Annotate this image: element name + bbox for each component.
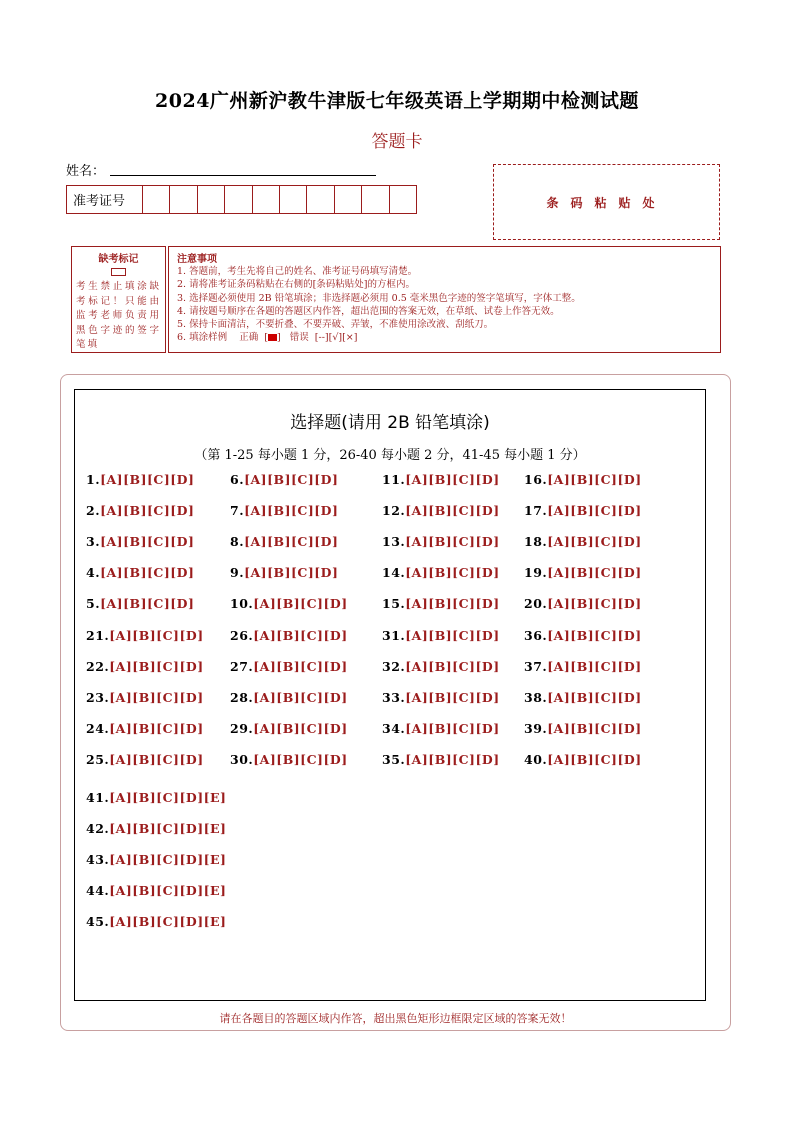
question-7[interactable] xyxy=(230,503,338,518)
answer-options[interactable]: [A][B][C][D] xyxy=(244,503,339,519)
question-number: 34. xyxy=(382,720,406,736)
fill-sample-wrong-label: 错误 xyxy=(289,332,309,344)
barcode-label: 条码粘贴处 xyxy=(546,195,667,210)
answer-options[interactable]: [A][B][C][D] xyxy=(244,565,339,581)
question-number: 13. xyxy=(382,534,406,550)
answer-options[interactable]: [A][B][C][D] xyxy=(547,503,642,519)
question-43[interactable] xyxy=(86,852,226,867)
question-42[interactable] xyxy=(86,821,226,836)
question-15[interactable] xyxy=(382,596,500,611)
answer-options[interactable]: [A][B][C][D] xyxy=(405,596,500,612)
question-number: 29. xyxy=(230,720,254,736)
question-number: 8. xyxy=(230,534,245,550)
question-16[interactable] xyxy=(524,472,642,487)
question-number: 17. xyxy=(524,503,548,519)
question-38[interactable] xyxy=(524,690,642,705)
answer-options[interactable]: [A][B][C][D] xyxy=(253,627,348,643)
answer-options[interactable]: [A][B][C][D] xyxy=(253,751,348,767)
question-number: 1. xyxy=(86,472,101,487)
question-25[interactable] xyxy=(86,752,204,767)
question-30[interactable] xyxy=(230,752,348,767)
absent-mark-note: 考生禁止填涂缺考标记！只能由监考老师负责用黑色字迹的签字笔填 xyxy=(76,281,161,350)
question-number: 35. xyxy=(382,751,406,767)
fill-sample-wrong-marks: [--][√][×] xyxy=(314,332,358,344)
question-number: 15. xyxy=(382,596,406,612)
exam-number-digit-box[interactable] xyxy=(279,186,306,213)
question-number: 22. xyxy=(86,658,110,674)
question-number: 3. xyxy=(86,534,101,550)
name-label: 姓名： xyxy=(66,164,106,179)
question-22[interactable] xyxy=(86,659,204,674)
fill-sample-prefix: 6. 填涂样例 xyxy=(177,332,228,344)
answer-options[interactable]: [A][B][C][D] xyxy=(109,689,204,705)
answer-options[interactable]: [A][B][C][D] xyxy=(405,751,500,767)
question-5[interactable] xyxy=(86,596,194,611)
notice-title: 注意事项 xyxy=(177,254,217,265)
exam-number-digit-box[interactable] xyxy=(334,186,361,213)
question-number: 28. xyxy=(230,689,254,705)
page-title: 2024广州新沪教牛津版七年级英语上学期期中检测试题 xyxy=(155,90,639,112)
question-number: 4. xyxy=(86,565,101,581)
question-number: 24. xyxy=(86,720,110,736)
question-34[interactable] xyxy=(382,721,500,736)
question-number: 31. xyxy=(382,627,406,643)
question-44[interactable] xyxy=(86,883,226,898)
answer-options[interactable]: [A][B][C][D] xyxy=(405,627,500,643)
absent-mark-checkbox[interactable] xyxy=(111,268,126,276)
answer-options[interactable]: [A][B][C][D] xyxy=(109,751,204,767)
exam-number-digit-box[interactable] xyxy=(389,186,416,213)
answer-options[interactable]: [A][B][C][D] xyxy=(244,534,339,550)
answer-options[interactable]: [A][B][C][D] xyxy=(547,658,642,674)
notice-item: 2. 请将准考证条码粘贴在右侧的[条码粘贴处]的方框内。 xyxy=(177,279,415,291)
answer-options[interactable]: [A][B][C][D] xyxy=(100,596,195,612)
mc-scoring-note: （第 1-25 每小题 1 分，26-40 每小题 2 分，41-45 每小题 1 分） xyxy=(194,448,586,463)
question-number: 7. xyxy=(230,503,245,519)
question-number: 2. xyxy=(86,503,101,519)
question-41[interactable] xyxy=(86,790,226,805)
question-2[interactable] xyxy=(86,503,194,518)
question-11[interactable] xyxy=(382,472,500,487)
exam-number-row xyxy=(66,185,417,214)
question-28[interactable] xyxy=(230,690,348,705)
question-number: 6. xyxy=(230,472,245,487)
answer-options[interactable]: [A][B][C][D] xyxy=(405,720,500,736)
notice-item: 3. 选择题必须使用 2B 铅笔填涂；非选择题必须用 0.5 毫米黑色字迹的签字笔填写，字体工整。 xyxy=(177,292,581,304)
question-number: 12. xyxy=(382,503,406,519)
answer-options[interactable]: [A][B][C][D] xyxy=(405,503,500,519)
answer-options[interactable]: [A][B][C][D] xyxy=(405,689,500,705)
mc-section-title: 选择题(请用 2B 铅笔填涂) xyxy=(290,413,490,433)
exam-number-digit-box[interactable] xyxy=(361,186,388,213)
question-24[interactable] xyxy=(86,721,204,736)
answer-options[interactable]: [A][B][C][D] xyxy=(109,658,204,674)
answer-options[interactable]: [A][B][C][D] xyxy=(547,565,642,581)
question-10[interactable] xyxy=(230,596,348,611)
answer-options[interactable]: [A][B][C][D][E] xyxy=(109,852,227,867)
exam-number-digit-box[interactable] xyxy=(197,186,224,213)
question-number: 16. xyxy=(524,472,548,487)
question-32[interactable] xyxy=(382,659,500,674)
question-1[interactable] xyxy=(86,472,194,487)
question-number: 30. xyxy=(230,751,254,767)
question-40[interactable] xyxy=(524,752,642,767)
notice-item: 4. 请按题号顺序在各题的答题区内作答，超出范围的答案无效，在草纸、试卷上作答无效。 xyxy=(177,305,560,317)
exam-number-digit-box[interactable] xyxy=(142,186,169,213)
answer-options[interactable]: [A][B][C][D] xyxy=(405,534,500,550)
question-number: 37. xyxy=(524,658,548,674)
question-number: 10. xyxy=(230,596,254,612)
question-number: 33. xyxy=(382,689,406,705)
answer-options[interactable]: [A][B][C][D] xyxy=(547,751,642,767)
question-6[interactable] xyxy=(230,472,338,487)
question-number: 45. xyxy=(86,914,110,929)
question-number: 14. xyxy=(382,565,406,581)
answer-options[interactable]: [A][B][C][D] xyxy=(405,472,500,487)
question-number: 25. xyxy=(86,751,110,767)
name-field[interactable] xyxy=(110,175,376,176)
answer-options[interactable]: [A][B][C][D] xyxy=(253,658,348,674)
question-45[interactable] xyxy=(86,914,226,929)
question-4[interactable] xyxy=(86,565,194,580)
question-14[interactable] xyxy=(382,565,500,580)
answer-options[interactable]: [A][B][C][D][E] xyxy=(109,914,227,929)
question-18[interactable] xyxy=(524,534,642,549)
answer-options[interactable]: [A][B][C][D] xyxy=(109,627,204,643)
question-12[interactable] xyxy=(382,503,500,518)
answer-options[interactable]: [A][B][C][D] xyxy=(253,689,348,705)
question-33[interactable] xyxy=(382,690,500,705)
filled-mark-icon xyxy=(268,334,277,341)
answer-options[interactable]: [A][B][C][D][E] xyxy=(109,883,227,898)
answer-options[interactable]: [A][B][C][D] xyxy=(405,658,500,674)
answer-options[interactable]: [A][B][C][D] xyxy=(405,565,500,581)
notice-fill-sample: 6. 填涂样例 正确 [ ] 错误 [--][√][×] xyxy=(177,332,358,344)
question-number: 5. xyxy=(86,596,101,612)
question-number: 40. xyxy=(524,751,548,767)
notice-item: 1. 答题前，考生先将自己的姓名、准考证号码填写清楚。 xyxy=(177,266,418,277)
answer-options[interactable]: [A][B][C][D] xyxy=(109,720,204,736)
notice-box xyxy=(168,246,721,353)
answer-options[interactable]: [A][B][C][D] xyxy=(100,472,195,487)
question-39[interactable] xyxy=(524,721,642,736)
question-number: 19. xyxy=(524,565,548,581)
exam-number-digit-box[interactable] xyxy=(306,186,333,213)
question-29[interactable] xyxy=(230,721,348,736)
absent-mark-title: 缺考标记 xyxy=(98,254,139,265)
question-21[interactable] xyxy=(86,628,204,643)
question-number: 23. xyxy=(86,689,110,705)
answer-options[interactable]: [A][B][C][D] xyxy=(547,596,642,612)
answer-sheet-subtitle: 答题卡 xyxy=(371,132,423,152)
question-number: 32. xyxy=(382,658,406,674)
fill-sample-correct-label: 正确 xyxy=(239,332,259,344)
answer-options[interactable]: [A][B][C][D] xyxy=(547,534,642,550)
question-19[interactable] xyxy=(524,565,642,580)
question-35[interactable] xyxy=(382,752,500,767)
question-26[interactable] xyxy=(230,628,348,643)
exam-number-digit-box[interactable] xyxy=(224,186,251,213)
absent-mark-box xyxy=(71,246,166,353)
question-23[interactable] xyxy=(86,690,204,705)
question-8[interactable] xyxy=(230,534,338,549)
question-36[interactable] xyxy=(524,628,642,643)
answer-options[interactable]: [A][B][C][D] xyxy=(547,720,642,736)
question-number: 18. xyxy=(524,534,548,550)
answer-options[interactable]: [A][B][C][D][E] xyxy=(109,790,227,805)
exam-number-label: 准考证号 xyxy=(73,194,126,209)
question-27[interactable] xyxy=(230,659,348,674)
exam-number-digit-box[interactable] xyxy=(169,186,196,213)
question-number: 21. xyxy=(86,627,110,643)
answer-options[interactable]: [A][B][C][D] xyxy=(100,565,195,581)
answer-options[interactable]: [A][B][C][D][E] xyxy=(109,821,227,836)
answer-options[interactable]: [A][B][C][D] xyxy=(244,472,339,487)
question-31[interactable] xyxy=(382,628,500,643)
question-number: 11. xyxy=(382,472,406,487)
answer-options[interactable]: [A][B][C][D] xyxy=(547,472,642,487)
question-number: 41. xyxy=(86,790,110,805)
question-13[interactable] xyxy=(382,534,500,549)
question-number: 20. xyxy=(524,596,548,612)
answer-options[interactable]: [A][B][C][D] xyxy=(547,627,642,643)
question-number: 9. xyxy=(230,565,245,581)
question-number: 27. xyxy=(230,658,254,674)
question-number: 36. xyxy=(524,627,548,643)
question-9[interactable] xyxy=(230,565,338,580)
barcode-area xyxy=(493,164,720,240)
answer-options[interactable]: [A][B][C][D] xyxy=(100,503,195,519)
question-number: 26. xyxy=(230,627,254,643)
answer-options[interactable]: [A][B][C][D] xyxy=(253,596,348,612)
question-3[interactable] xyxy=(86,534,194,549)
question-number: 43. xyxy=(86,852,110,867)
question-20[interactable] xyxy=(524,596,642,611)
question-17[interactable] xyxy=(524,503,642,518)
footer-warning: 请在各题目的答题区域内作答，超出黑色矩形边框限定区域的答案无效！ xyxy=(219,1012,572,1025)
answer-options[interactable]: [A][B][C][D] xyxy=(547,689,642,705)
answer-options[interactable]: [A][B][C][D] xyxy=(100,534,195,550)
question-number: 39. xyxy=(524,720,548,736)
answer-options[interactable]: [A][B][C][D] xyxy=(253,720,348,736)
question-number: 38. xyxy=(524,689,548,705)
question-37[interactable] xyxy=(524,659,642,674)
question-number: 44. xyxy=(86,883,110,898)
notice-item: 5. 保持卡面清洁，不要折叠、不要弄破、弄皱，不准使用涂改液、刮纸刀。 xyxy=(177,319,494,331)
question-number: 42. xyxy=(86,821,110,836)
exam-number-digit-box[interactable] xyxy=(252,186,279,213)
